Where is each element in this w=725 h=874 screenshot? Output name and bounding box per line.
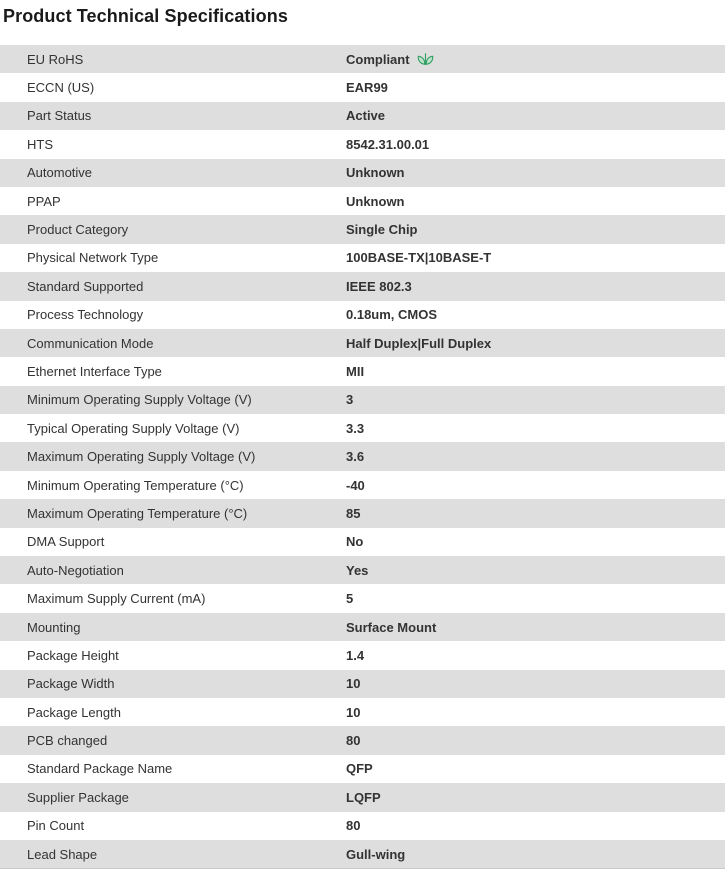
spec-label: Minimum Operating Supply Voltage (V): [27, 392, 252, 408]
table-row: [0, 130, 725, 158]
spec-value-text: Unknown: [346, 193, 405, 209]
spec-value: [346, 194, 725, 209]
spec-label: PPAP: [27, 193, 61, 209]
spec-label: Auto-Negotiation: [27, 562, 124, 578]
spec-value: [346, 478, 725, 493]
spec-label: Package Height: [27, 647, 119, 663]
spec-value-text: IEEE 802.3: [346, 278, 412, 294]
spec-label: Maximum Operating Supply Voltage (V): [27, 449, 256, 465]
table-row: [0, 73, 725, 101]
spec-value: [346, 563, 725, 578]
table-row: [0, 244, 725, 272]
spec-label: Ethernet Interface Type: [27, 363, 162, 379]
spec-label: Pin Count: [27, 818, 85, 834]
spec-value: [346, 222, 725, 237]
table-row: [0, 670, 725, 698]
spec-table: [0, 45, 725, 869]
spec-label: PCB changed: [27, 733, 108, 749]
spec-label: Standard Package Name: [27, 761, 173, 777]
spec-label: Package Length: [27, 704, 121, 720]
spec-label: Product Category: [27, 222, 129, 238]
spec-value: [346, 307, 725, 322]
spec-value: [346, 591, 725, 606]
leaf-icon: [417, 52, 434, 66]
spec-label: Communication Mode: [27, 335, 154, 351]
spec-value-text: MII: [346, 363, 365, 379]
spec-value: [346, 733, 725, 748]
spec-label: DMA Support: [27, 534, 105, 550]
spec-label: Supplier Package: [27, 789, 129, 805]
table-row: [0, 386, 725, 414]
spec-value-text: 5: [346, 591, 354, 607]
spec-value: [346, 818, 725, 833]
spec-value: [346, 847, 725, 862]
spec-value-text: 10: [346, 676, 361, 692]
spec-value-text: QFP: [346, 761, 373, 777]
spec-label: Maximum Operating Temperature (°C): [27, 505, 248, 521]
table-row: [0, 556, 725, 584]
spec-label: Automotive: [27, 165, 93, 181]
spec-label: Typical Operating Supply Voltage (V): [27, 420, 240, 436]
table-row: [0, 783, 725, 811]
spec-value-text: 80: [346, 733, 361, 749]
table-row: [0, 272, 725, 300]
spec-value: [346, 336, 725, 351]
spec-value-text: 8542.31.00.01: [346, 136, 430, 152]
spec-value: [346, 392, 725, 407]
spec-label: HTS: [27, 136, 53, 152]
spec-value-text: No: [346, 534, 364, 550]
table-row: [0, 471, 725, 499]
spec-value: [346, 80, 725, 95]
spec-value: [346, 648, 725, 663]
spec-value-text: Unknown: [346, 165, 405, 181]
spec-label: Mounting: [27, 619, 81, 635]
spec-label: Part Status: [27, 108, 92, 124]
table-row: [0, 414, 725, 442]
table-row: [0, 215, 725, 243]
spec-value: [346, 165, 725, 180]
table-row: [0, 159, 725, 187]
table-row: [0, 187, 725, 215]
table-row: [0, 812, 725, 840]
spec-label: Lead Shape: [27, 846, 98, 862]
spec-value-text: 3: [346, 392, 354, 408]
spec-value: [346, 279, 725, 294]
table-row: [0, 755, 725, 783]
spec-value-text: Yes: [346, 562, 369, 578]
spec-value: [346, 534, 725, 549]
table-row: [0, 641, 725, 669]
spec-value-text: 100BASE-TX|10BASE-T: [346, 250, 492, 266]
spec-value: [346, 506, 725, 521]
spec-value: [346, 108, 725, 123]
table-row: [0, 329, 725, 357]
spec-label: Package Width: [27, 676, 115, 692]
spec-value-text: Active: [346, 108, 386, 124]
spec-value-text: -40: [346, 477, 365, 493]
spec-value: [346, 620, 725, 635]
table-row: [0, 698, 725, 726]
spec-value-text: 3.6: [346, 449, 365, 465]
spec-value: [346, 705, 725, 720]
spec-value-text: Gull-wing: [346, 846, 406, 862]
table-row: [0, 102, 725, 130]
spec-value: [346, 137, 725, 152]
spec-value-text: Single Chip: [346, 222, 418, 238]
table-row: [0, 584, 725, 612]
spec-value: [346, 761, 725, 776]
spec-value-text: 0.18um, CMOS: [346, 307, 438, 323]
table-row: [0, 726, 725, 754]
table-row: [0, 301, 725, 329]
spec-label: Standard Supported: [27, 278, 144, 294]
spec-value-text: 85: [346, 505, 361, 521]
spec-value-text: Half Duplex|Full Duplex: [346, 335, 492, 351]
spec-label: Physical Network Type: [27, 250, 159, 266]
spec-value: [346, 790, 725, 805]
spec-value: [346, 250, 725, 265]
spec-label: EU RoHS: [27, 51, 84, 67]
spec-label: ECCN (US): [27, 80, 95, 96]
table-row: [0, 613, 725, 641]
spec-value: [346, 52, 725, 67]
spec-label: Process Technology: [27, 307, 144, 323]
table-row: [0, 45, 725, 73]
spec-value: [346, 676, 725, 691]
spec-value-text: EAR99: [346, 80, 388, 96]
spec-value-text: Compliant: [346, 51, 410, 67]
spec-label: Minimum Operating Temperature (°C): [27, 477, 244, 493]
page-title: Product Technical Specifications: [3, 6, 288, 26]
table-row: [0, 357, 725, 385]
spec-value: [346, 421, 725, 436]
table-row: [0, 442, 725, 470]
spec-value-text: 1.4: [346, 647, 365, 663]
table-row: [0, 499, 725, 527]
table-row: [0, 840, 725, 868]
spec-value-text: LQFP: [346, 789, 381, 805]
spec-value-text: Surface Mount: [346, 619, 437, 635]
spec-value: [346, 449, 725, 464]
spec-value-text: 10: [346, 704, 361, 720]
spec-value: [346, 364, 725, 379]
table-row: [0, 528, 725, 556]
spec-value-text: 3.3: [346, 420, 365, 436]
spec-label: Maximum Supply Current (mA): [27, 591, 206, 607]
spec-value-text: 80: [346, 818, 361, 834]
